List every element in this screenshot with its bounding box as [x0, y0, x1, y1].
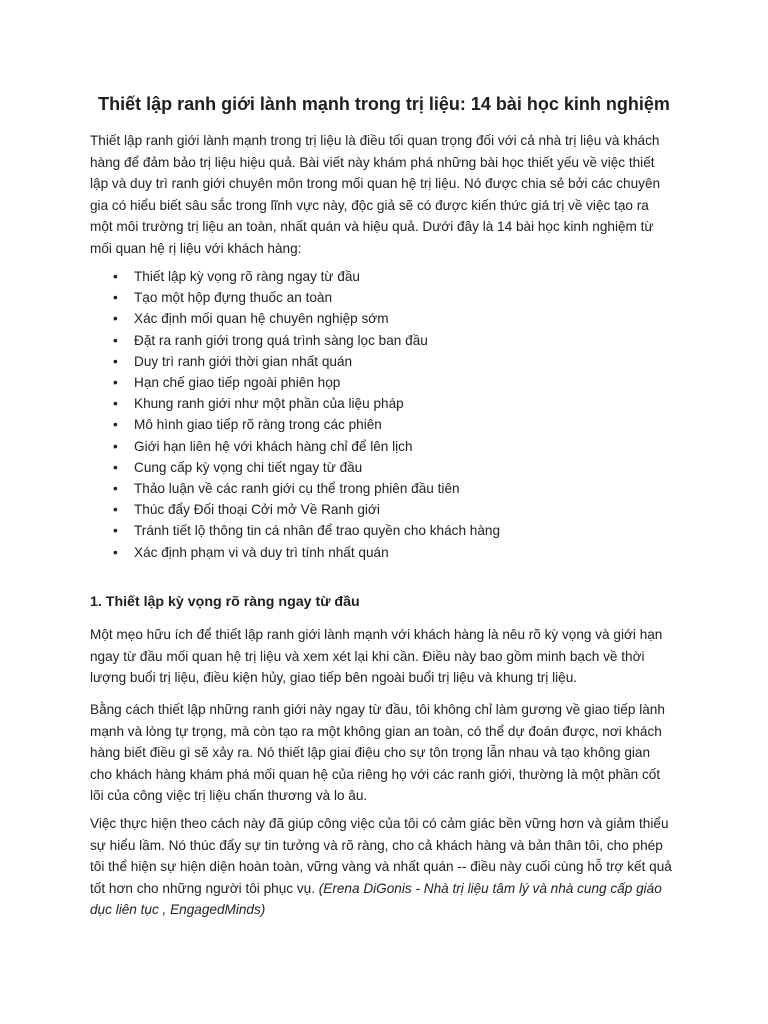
section-paragraph-3 — [90, 813, 675, 921]
list-item: • Thảo luận về các ranh giới cụ thể trong phiên đầu tiên — [134, 478, 500, 499]
section-heading: 1. Thiết lập kỳ vọng rõ ràng ngay từ đầu — [90, 594, 360, 610]
list-item: • Giới hạn liên hệ với khách hàng chỉ để lên lịch — [134, 436, 500, 457]
list-item: • Đặt ra ranh giới trong quá trình sàng lọc ban đầu — [134, 330, 500, 351]
list-item: • Duy trì ranh giới thời gian nhất quán — [134, 351, 500, 372]
section-paragraph-1: Một mẹo hữu ích để thiết lập ranh giới lành mạnh với khách hàng là nêu rõ kỳ vọng và giới hạn ngay từ đầu mối quan hệ trị liệu và xem xét lại khi cần. Điều này bao gồm minh bạch về thời lượng buổi trị liệu, điều kiện hủy, giao tiếp bên ngoài buổi trị liệu và khung trị liệu. — [90, 627, 663, 685]
lessons-list — [90, 266, 500, 563]
list-item: • Tạo một hộp đựng thuốc an toàn — [134, 287, 500, 308]
list-item: • Cung cấp kỳ vọng chi tiết ngay từ đầu — [134, 457, 500, 478]
intro-paragraph: Thiết lập ranh giới lành mạnh trong trị liệu là điều tối quan trọng đối với cả nhà trị liệu và khách hàng để đảm bảo trị liệu hiệu quả. Bài viết này khám phá những bài học thiết yếu về việc thiết lập và duy trì ranh giới chuyên môn trong mối quan hệ trị liệu. Nó được chia sẻ bởi các chuyên gia có hiểu biết sâu sắc trong lĩnh vực này, độc giả sẽ có được kiến thức giá trị về việc tạo ra một môi trường trị liệu an toàn, nhất quán và hiệu quả. Dưới đây là 14 bài học kinh nghiệm từ mối quan hệ rị liệu với khách hàng: — [90, 133, 661, 256]
list-item: • Thúc đẩy Đối thoại Cởi mở Về Ranh giới — [134, 499, 500, 520]
list-item: • Thiết lập kỳ vọng rõ ràng ngay từ đầu — [134, 266, 500, 287]
list-item: • Khung ranh giới như một phần của liệu pháp — [134, 393, 500, 414]
quote-attribution: (Erena DiGonis - Nhà trị liệu tâm lý và nhà cung cấp giáo dục liên tục , EngagedMinds) — [90, 880, 662, 917]
list-item: • Tránh tiết lộ thông tin cá nhân để trao quyền cho khách hàng — [134, 520, 500, 541]
list-item: • Mô hình giao tiếp rõ ràng trong các phiên — [134, 414, 500, 435]
list-item: • Xác định mối quan hệ chuyên nghiệp sớm — [134, 308, 500, 329]
list-item: • Hạn chế giao tiếp ngoài phiên họp — [134, 372, 500, 393]
list-item: • Xác định phạm vi và duy trì tính nhất quán — [134, 542, 500, 563]
document-title: Thiết lập ranh giới lành mạnh trong trị liệu: 14 bài học kinh nghiệm — [98, 94, 670, 114]
paragraph-body: Việc thực hiện theo cách này đã giúp công việc của tôi có cảm giác bền vững hơn và giảm thiểu sự hiểu lầm. Nó thúc đẩy sự tin tưởng và rõ ràng, cho cả khách hàng và bản thân tôi, cho phép tôi thể hiện sự hiện diện hoàn toàn, vững vàng và nhất quán -- điều này cuối cùng hỗ trợ kết quả tốt hơn cho những người tôi phục vụ. — [90, 816, 672, 896]
section-paragraph-2: Bằng cách thiết lập những ranh giới này ngay từ đầu, tôi không chỉ làm gương về giao tiếp lành mạnh và lòng tự trọng, mà còn tạo ra một không gian an toàn, có thể dự đoán được, nơi khách hàng biết điều gì sẽ xảy ra. Nó thiết lập giai điệu cho sự tôn trọng lẫn nhau và tạo không gian cho khách hàng khám phá mối quan hệ của riêng họ với các ranh giới, thường là một phần cốt lõi của công việc trị liệu chấn thương và lo âu. — [90, 702, 665, 803]
